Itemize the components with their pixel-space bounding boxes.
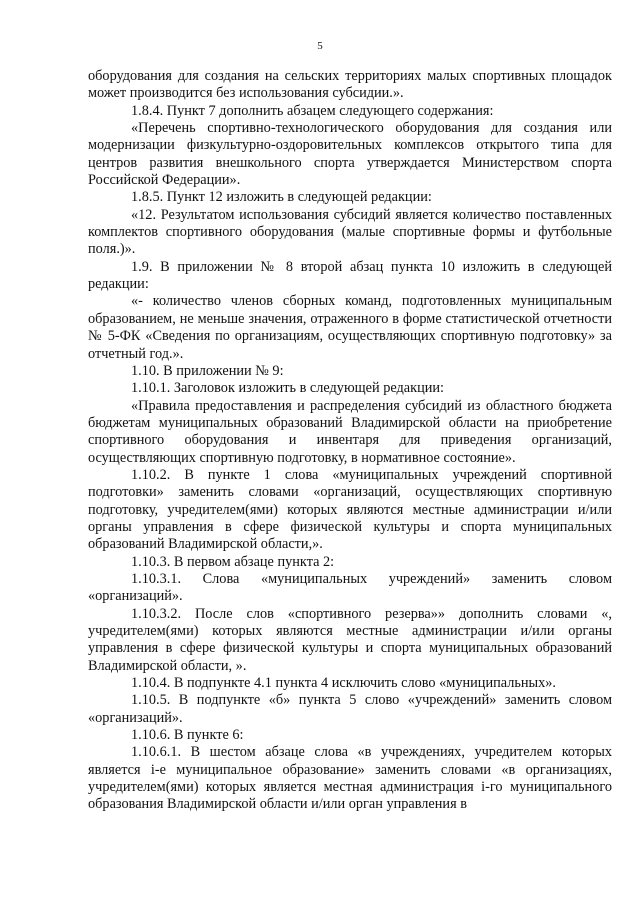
paragraph: 1.10.6.1. В шестом абзаце слова «в учреждениях, учредителем которых является i-е муниципальное образование» заменить словами «в организациях, учредителем(ями) которых является местная администрация i-го муниципального образования Владимирской области и/или орган управления в	[88, 744, 612, 813]
paragraph: оборудования для создания на сельских территориях малых спортивных площадок может производится без использования субсидии.».	[88, 68, 612, 102]
paragraph: «Правила предоставления и распределения субсидий из областного бюджета бюджетам муниципальных образований Владимирской области на приобретение спортивного оборудования и инвентаря для приведения организаций, осуществляющих спортивную подготовку, в нормативное состояние».	[88, 397, 612, 466]
paragraph: 1.10.3.1. Слова «муниципальных учреждений» заменить словом «организаций».	[88, 570, 612, 605]
paragraph: 1.10.5. В подпункте «б» пункта 5 слово «учреждений» заменить словом «организаций».	[88, 692, 612, 726]
paragraph: 1.10.4. В подпункте 4.1 пункта 4 исключить слово «муниципальных».	[131, 675, 557, 692]
paragraph: «Перечень спортивно-технологического оборудования для создания или модернизации физкультурно-оздоровительных комплексов открытого типа для центров развития внешкольного спорта утверждается Министерством спорта Российской Федерации».	[88, 120, 612, 189]
paragraph: «12. Результатом использования субсидий является количество поставленных комплектов спортивного оборудования (малые спортивные формы и футбольные поля.)».	[88, 206, 612, 258]
paragraph: 1.10.3.2. После слов «спортивного резерва»» дополнить словами «, учредителем(ями) которых являются местные администрации и/или органы управления в сфере физической культуры и спорта муниципальных образований Владимирской области, ».	[88, 605, 612, 674]
paragraph: 1.10.6. В пункте 6:	[131, 727, 244, 744]
paragraph: 1.10.3. В первом абзаце пункта 2:	[131, 553, 335, 570]
paragraph: 1.9. В приложении № 8 второй абзац пункта 10 изложить в следующей редакции:	[88, 258, 612, 293]
paragraph: 1.10. В приложении № 9:	[131, 362, 284, 379]
paragraph: 1.10.2. В пункте 1 слова «муниципальных учреждений спортивной подготовки» заменить словами «организаций, осуществляющих спортивную подготовку, учредителем(ями) которых являются местные администрации и/или органы управления в сфере физической культуры и спорта муниципальных образований Владимирской области,».	[88, 466, 612, 553]
paragraph: 1.10.1. Заголовок изложить в следующей редакции:	[131, 380, 445, 397]
paragraph: 1.8.4. Пункт 7 дополнить абзацем следующего содержания:	[131, 102, 494, 119]
page-number: 5	[317, 40, 323, 52]
document-body	[88, 68, 612, 814]
paragraph: «- количество членов сборных команд, подготовленных муниципальным образованием, не меньше значения, отраженного в форме статистической отчетности № 5-ФК «Сведения по организациям, осуществляющих спортивную подготовку» за отчетный год.».	[88, 293, 612, 362]
paragraph: 1.8.5. Пункт 12 изложить в следующей редакции:	[131, 189, 432, 206]
